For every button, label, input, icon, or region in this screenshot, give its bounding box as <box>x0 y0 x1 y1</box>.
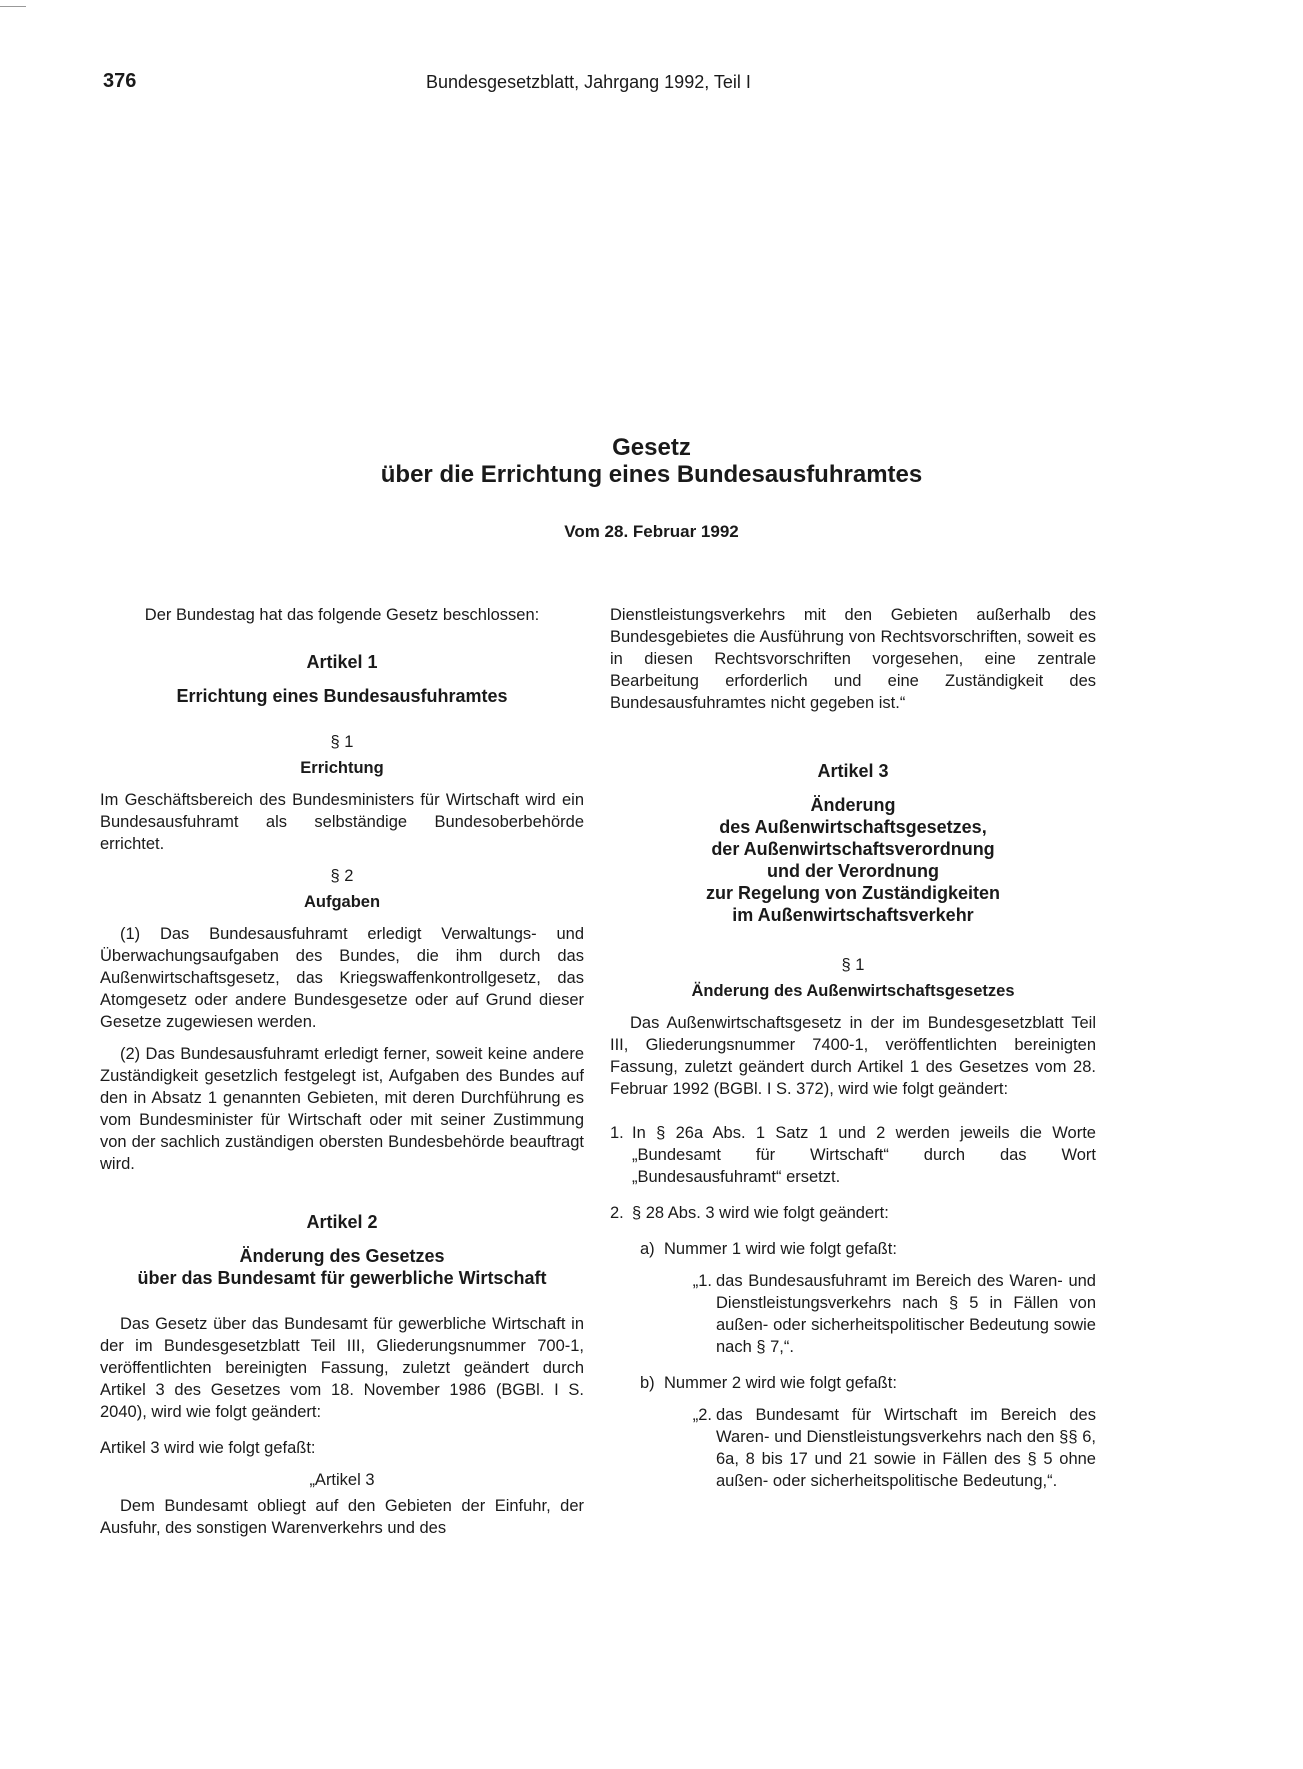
article-3-heading: Artikel 3 <box>817 761 889 781</box>
law-title-line2: über die Errichtung eines Bundesausfuhramtes <box>380 461 923 488</box>
article-2-title-line2: über das Bundesamt für gewerbliche Wirtschaft <box>137 1268 547 1288</box>
sub-item-text: Nummer 1 wird wie folgt gefaßt: <box>664 1240 897 1258</box>
list-item <box>610 1122 1096 1188</box>
article-2-text: Das Gesetz über das Bundesamt für gewerbliche Wirtschaft in der im Bundesgesetzblatt Teil III, Gliederungsnummer 700-1, veröffentlichten bereinigten Fassung, zuletzt geändert durch Artikel 3 des Gesetzes vom 18. November 1986 (BGBl. I S. 2040), wird wie folgt geändert: <box>100 1315 584 1421</box>
quote-item-number: „1. <box>692 1272 712 1290</box>
article-2-quote-heading: „Artikel 3 <box>309 1471 375 1489</box>
art3-section-1-title: Änderung des Außenwirtschaftsgesetzes <box>691 982 1015 1000</box>
list-item-text: § 28 Abs. 3 wird wie folgt geändert: <box>632 1204 889 1222</box>
article-3-title-line: des Außenwirtschaftsgesetzes, <box>719 817 987 837</box>
article-1-title: Errichtung eines Bundesausfuhramtes <box>176 686 508 706</box>
article-2-change: Artikel 3 wird wie folgt gefaßt: <box>100 1439 316 1457</box>
left-column <box>100 604 584 1549</box>
article-1-heading: Artikel 1 <box>306 652 378 672</box>
article-3-title-line: und der Verordnung <box>766 861 939 881</box>
enactment-formula: Der Bundestag hat das folgende Gesetz beschlossen: <box>144 606 540 624</box>
section-2-paragraph-2: (2) Das Bundesausfuhramt erledigt ferner, soweit keine andere Zuständigkeit gesetzlich festgelegt ist, Aufgaben des Bundes auf den in Absatz 1 genannten Gebieten, mit deren Durchführung es vom Bundesminister für Wirtschaft oder mit seiner Zustimmung von der sachlich zuständigen obersten Bundesbehörde beauftragt wird. <box>100 1045 584 1173</box>
article-3-title <box>610 794 1096 926</box>
article-3-title-line: im Außenwirtschaftsverkehr <box>732 905 974 925</box>
section-1-title: Errichtung <box>300 759 384 777</box>
section-1-sign: § 1 <box>330 733 354 751</box>
law-title-line1: Gesetz <box>612 434 691 461</box>
art3-section-1-text: Das Außenwirtschaftsgesetz in der im Bundesgesetzblatt Teil III, Gliederungsnummer 7400-1, veröffentlichten bereinigten Fassung, zuletzt geändert durch Artikel 1 des Gesetzes vom 28. Februar 1992 (BGBl. I S. 372), wird wie folgt geändert: <box>610 1014 1096 1098</box>
law-date: Vom 28. Februar 1992 <box>564 522 739 541</box>
article-2-heading: Artikel 2 <box>306 1212 378 1232</box>
sub-item-letter: a) <box>640 1240 655 1258</box>
list-item <box>610 1202 1096 1224</box>
list-item-text: In § 26a Abs. 1 Satz 1 und 2 werden jeweils die Worte „Bundesamt für Wirtschaft“ durch das Wort „Bundesausfuhramt“ ersetzt. <box>632 1124 1096 1186</box>
section-1-text: Im Geschäftsbereich des Bundesministers für Wirtschaft wird ein Bundesausfuhramt als selbständige Bundesoberbehörde errichtet. <box>100 791 584 853</box>
section-2-paragraph-1: (1) Das Bundesausfuhramt erledigt Verwaltungs- und Überwachungsaufgaben des Bundes, die ihm durch das Außenwirtschaftsgesetz, das Kriegswaffenkontrollgesetz, das Atomgesetz oder andere Bundesgesetze oder auf Grund dieser Gesetze zugewiesen werden. <box>100 925 584 1031</box>
article-2-quote-continuation: Dienstleistungsverkehrs mit den Gebieten außerhalb des Bundesgebietes die Ausführung von Rechtsvorschriften, soweit es in diesen Rechtsvorschriften vorgesehen, eine zentrale Bearbeitung erforderlich und eine Zuständigkeit des Bundesausfuhramtes nicht gegeben ist.“ <box>610 606 1096 712</box>
quote-item-text: das Bundesausfuhramt im Bereich des Waren- und Dienstleistungsverkehrs nach § 5 in Fällen von außen- oder sicherheitspolitischer Bedeutung sowie nach § 7,“. <box>716 1272 1096 1356</box>
list-item-number: 2. <box>610 1204 624 1222</box>
article-3-title-line: Änderung <box>810 795 896 815</box>
scan-edge-mark <box>0 6 26 7</box>
quote-item-text: das Bundesamt für Wirtschaft im Bereich des Waren- und Dienstleistungsverkehrs nach den §§ 6, 6a, 8 bis 17 und 21 sowie in Fällen des § 5 ohne außen- oder sicherheitspolitische Bedeutung,“. <box>716 1406 1096 1490</box>
section-2-title: Aufgaben <box>303 893 381 911</box>
article-3-title-line: der Außenwirtschaftsverordnung <box>711 839 995 859</box>
sub-item-letter: b) <box>640 1374 655 1392</box>
article-3-title-line: zur Regelung von Zuständigkeiten <box>705 883 1001 903</box>
quote-item <box>676 1404 1096 1492</box>
art3-section-1-sign: § 1 <box>841 956 865 974</box>
sub-item-text: Nummer 2 wird wie folgt gefaßt: <box>664 1374 897 1392</box>
article-2-quote-text: Dem Bundesamt obliegt auf den Gebieten der Einfuhr, der Ausfuhr, des sonstigen Warenverkehrs und des <box>100 1497 584 1537</box>
article-2-title-line1: Änderung des Gesetzes <box>239 1246 445 1266</box>
running-head: Bundesgesetzblatt, Jahrgang 1992, Teil I <box>426 72 751 92</box>
list-item-number: 1. <box>610 1124 624 1142</box>
section-2-sign: § 2 <box>330 867 354 885</box>
right-column <box>610 604 1096 1506</box>
quote-item <box>676 1270 1096 1358</box>
sub-item <box>640 1372 1096 1394</box>
page-number: 376 <box>103 70 137 92</box>
sub-item <box>640 1238 1096 1260</box>
quote-item-number: „2. <box>692 1406 712 1424</box>
